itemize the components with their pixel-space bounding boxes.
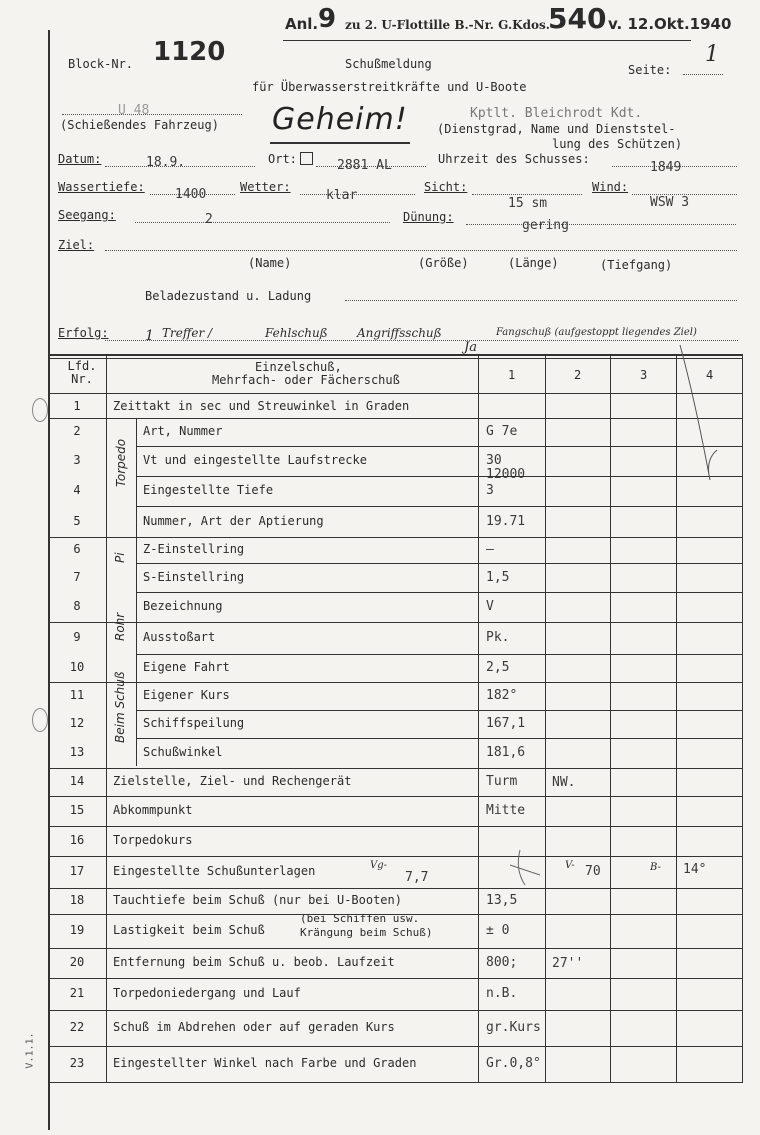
row-divider: [48, 418, 743, 419]
row-number: 8: [73, 599, 81, 613]
duenung-value: gering: [522, 218, 569, 233]
row-value-col1: Mitte: [486, 803, 526, 818]
ziel-groesse-label: (Größe): [418, 256, 469, 270]
block-label: Block-Nr.: [68, 57, 134, 71]
row-label: Bezeichnung: [143, 599, 223, 613]
row17-vg-label: Vg-: [370, 860, 388, 871]
group-rohr: Rohr: [113, 612, 127, 641]
row-label: Eingestellter Winkel nach Farbe und Graden: [113, 1056, 417, 1070]
wetter-label: Wetter:: [240, 180, 291, 194]
row-divider: [48, 826, 743, 827]
ziel-name-label: (Name): [248, 256, 292, 270]
top-stamp-mid: zu 2. U-Flottille B.-Nr. G.Kdos.: [345, 18, 550, 32]
row-value-col1: 30 12000: [486, 453, 526, 482]
row-value-col1: 1,5: [486, 569, 510, 585]
row-value-col1: 13,5: [486, 893, 518, 908]
vessel-label: (Schießendes Fahrzeug): [60, 118, 219, 132]
row17-b-label: B-: [650, 862, 661, 873]
seegang-label: Seegang:: [58, 208, 116, 222]
row-divider: [48, 1010, 743, 1011]
ziel-laenge-label: (Länge): [508, 256, 559, 270]
ziel-tiefgang-label: (Tiefgang): [600, 258, 673, 272]
beladung-label: Beladezustand u. Ladung: [145, 289, 312, 303]
row-value-col1: V: [486, 599, 494, 614]
row-number: 22: [69, 1020, 85, 1034]
row-value-col1: Turm: [486, 774, 518, 789]
row-label: Torpedoniedergang und Lauf: [113, 986, 301, 1000]
row-label: Eigener Kurs: [143, 688, 230, 702]
row-divider: [136, 738, 742, 739]
col-header-3: 3: [640, 368, 648, 382]
erfolg-label: Erfolg:: [58, 326, 109, 340]
row-value-col1: n.B.: [486, 986, 518, 1001]
top-stamp-prefix: Anl.: [285, 15, 319, 33]
row-value-col1: 2,5: [486, 660, 510, 675]
row17-b-value: 14°: [683, 862, 707, 877]
row-divider: [136, 710, 742, 711]
row-divider: [136, 476, 742, 477]
datum-label: Datum:: [58, 152, 102, 166]
row-label: Schußwinkel: [143, 745, 223, 759]
row-number: 10: [69, 660, 85, 674]
row-label: Entfernung beim Schuß u. beob. Laufzeit: [113, 955, 395, 969]
row-number: 4: [73, 483, 81, 497]
geheim-stamp: Geheim!: [272, 102, 408, 137]
row-label: Zielstelle, Ziel- und Rechengerät: [113, 774, 352, 788]
row-number: 5: [73, 513, 81, 528]
block-number: 1120: [153, 37, 226, 67]
row-value-col1: 800;: [486, 955, 518, 970]
row19-note-2: Krängung beim Schuß): [300, 926, 433, 939]
erfolg-fehlschuss: Fehlschuß: [265, 326, 328, 340]
row-label: Zeittakt in sec und Streuwinkel in Graden: [113, 398, 410, 413]
shooter-label-1: (Dienstgrad, Name und Dienststel-: [437, 122, 676, 136]
row-number: 20: [69, 955, 85, 969]
seite-label: Seite:: [628, 63, 672, 77]
row-number: 7: [73, 569, 81, 584]
top-stamp-bnr: 540: [548, 2, 607, 35]
row-number: 1: [73, 398, 81, 413]
row-number: 2: [73, 424, 81, 438]
pencil-mark-icon: [480, 840, 600, 900]
row-label: Abkommpunkt: [113, 803, 193, 817]
seegang-value: 2: [205, 212, 213, 227]
group-torpedo: Torpedo: [114, 438, 128, 487]
row-value-col1: —: [486, 542, 494, 557]
row17-v-value: 70: [585, 864, 601, 879]
row-value-col1: ± 0: [486, 923, 510, 938]
row-divider: [136, 654, 742, 655]
row-divider: [48, 978, 743, 979]
sicht-value: 15 sm: [508, 196, 548, 211]
shooter-value: Kptlt. Bleichrodt Kdt.: [470, 106, 643, 121]
row-label: Eigene Fahrt: [143, 660, 230, 674]
col-desc-header-1: Einzelschuß,: [255, 360, 342, 374]
row-value-col1: 181,6: [486, 745, 526, 760]
row-number: 18: [69, 893, 85, 907]
group-pi: Pi: [113, 552, 127, 563]
col-lfd-header: Lfd. Nr.: [67, 359, 97, 386]
top-stamp-date: v. 12.Okt.1940: [608, 15, 732, 33]
row-label: Vt und eingestellte Laufstrecke: [143, 453, 367, 467]
row-number: 17: [69, 864, 85, 878]
row-label: Schuß im Abdrehen oder auf geraden Kurs: [113, 1020, 395, 1034]
wetter-value: klar: [326, 188, 358, 203]
ort-value: 2881 AL: [337, 158, 392, 173]
row-label: Torpedokurs: [113, 833, 193, 847]
row-divider: [48, 622, 743, 623]
row-number: 13: [69, 745, 85, 759]
wind-value: WSW 3: [650, 195, 690, 210]
row-number: 6: [73, 542, 81, 556]
row-divider: [48, 856, 743, 857]
row-divider: [48, 537, 743, 538]
erfolg-angriff: Angriffsschuß: [357, 326, 442, 340]
duenung-label: Dünung:: [403, 210, 454, 224]
col-desc-header-2: Mehrfach- oder Fächerschuß: [212, 373, 400, 387]
row-value-col1: Gr.0,8°: [486, 1056, 541, 1071]
row-number: 23: [69, 1056, 85, 1070]
row-divider: [136, 446, 742, 447]
uhrzeit-label: Uhrzeit des Schusses:: [438, 152, 590, 166]
ort-label: Ort:: [268, 152, 297, 166]
row-label: Schiffspeilung: [143, 716, 245, 730]
row-number: 19: [69, 923, 85, 937]
row-label: Nummer, Art der Aptierung: [143, 513, 324, 528]
row-label: Tauchtiefe beim Schuß (nur bei U-Booten): [113, 893, 402, 907]
group-beim-schuss: Beim Schuß: [113, 671, 127, 743]
form-title: Schußmeldung: [345, 57, 432, 71]
stamp-underline: [283, 40, 691, 41]
row-label: Art, Nummer: [143, 424, 223, 438]
row-number: 21: [69, 986, 85, 1000]
row-divider: [48, 1046, 743, 1047]
row-label: Ausstoßart: [143, 630, 216, 644]
row-label: Eingestellte Tiefe: [143, 483, 274, 497]
row-value-col1: 182°: [486, 688, 518, 703]
row-divider: [48, 682, 743, 683]
col-header-4: 4: [706, 368, 714, 382]
erfolg-treffer: Treffer /: [162, 326, 213, 340]
sicht-label: Sicht:: [424, 180, 468, 194]
row-divider: [136, 506, 742, 507]
row-number: 9: [73, 630, 81, 644]
row-label: S-Einstellring: [143, 569, 245, 584]
row-number: 14: [69, 774, 85, 788]
pencil-check-icon: [675, 340, 735, 490]
left-margin-rule: [48, 30, 50, 1130]
row-divider: [48, 888, 743, 889]
top-stamp-num: 9: [318, 4, 337, 34]
row-number: 16: [69, 833, 85, 847]
form-subtitle: für Überwasserstreitkräfte und U-Boote: [252, 80, 527, 94]
row-value-col1: G 7e: [486, 424, 518, 439]
row-value-col1: Pk.: [486, 630, 510, 645]
row-divider: [48, 1082, 743, 1083]
seite-value: 1: [705, 42, 719, 67]
punch-hole: [32, 708, 48, 732]
row-number: 15: [69, 803, 85, 817]
vessel-value: U 48: [118, 103, 150, 118]
row-number: 12: [69, 716, 85, 730]
uhrzeit-value: 1849: [650, 160, 682, 175]
row-label: Z-Einstellring: [143, 542, 245, 556]
row-divider: [48, 796, 743, 797]
wind-label: Wind:: [592, 180, 629, 194]
row17-vg-value: 7,7: [405, 870, 429, 885]
erfolg-fangschuss: Fangschuß (aufgestoppt liegendes Ziel): [496, 327, 697, 338]
row-value-col2: 27'': [552, 956, 584, 971]
row-value-col1: 3: [486, 483, 494, 498]
row-number: 3: [73, 453, 81, 467]
row-divider: [136, 592, 742, 593]
row19-note-1: (bei Schiffen usw.: [300, 912, 420, 925]
row-value-col1: 167,1: [486, 716, 526, 731]
row-value-col1: 19.71: [486, 513, 526, 529]
wassertiefe-value: 1400: [175, 187, 207, 202]
col-header-2: 2: [574, 368, 582, 382]
row-number: 11: [69, 688, 85, 702]
datum-value: 18.9.: [146, 155, 186, 170]
ziel-label: Ziel:: [58, 238, 95, 252]
erfolg-angriff-value: Ja: [464, 340, 477, 355]
row-label: Lastigkeit beim Schuß: [113, 923, 265, 937]
ort-box-icon: [300, 152, 313, 165]
margin-note: V.1.1.: [24, 1032, 36, 1069]
row-divider: [48, 768, 743, 769]
erfolg-treffer-value: 1: [145, 328, 154, 344]
row-label: Eingestellte Schußunterlagen: [113, 864, 316, 878]
row-value-col1: gr.Kurs: [486, 1020, 541, 1035]
shooter-label-2: lung des Schützen): [552, 137, 683, 151]
row-value-col2: NW.: [552, 775, 576, 790]
punch-hole: [32, 398, 48, 422]
row17-v-label: V-: [565, 860, 575, 871]
row-divider: [136, 563, 742, 564]
wassertiefe-label: Wassertiefe:: [58, 180, 145, 194]
row-divider: [48, 948, 743, 949]
col-header-1: 1: [508, 368, 516, 382]
